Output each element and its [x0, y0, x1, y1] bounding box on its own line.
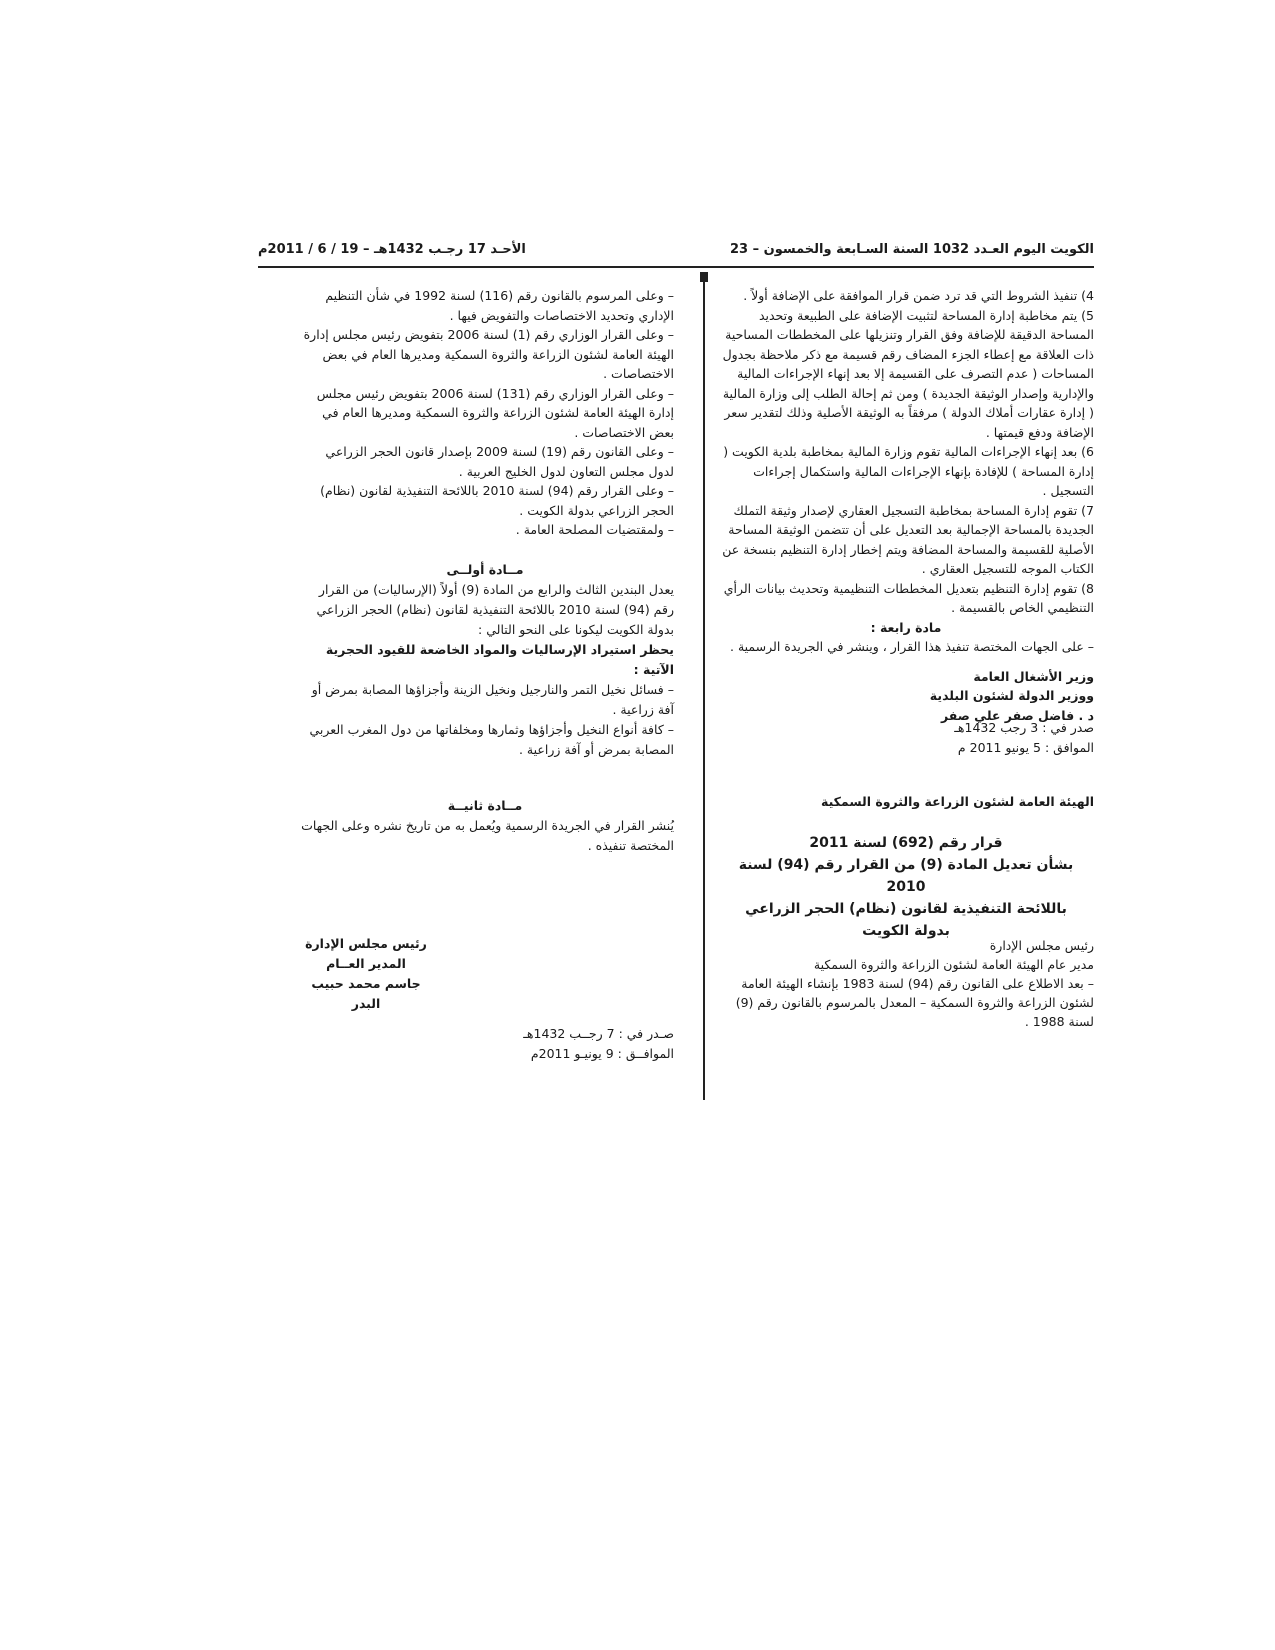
list-item: – وعلى القرار الوزاري رقم (1) لسنة 2006 بتفويض رئيس مجلس إدارة الهيئة العامة لشئون الزراعة والثروة السمكية ومديرها العام في بعض الاختصاصات .	[303, 327, 674, 381]
article-4-text: – على الجهات المختصة تنفيذ هذا القرار ، وينشر في الجريدة الرسمية .	[730, 639, 1094, 654]
signature-block	[296, 934, 436, 1014]
authority-heading	[718, 792, 1094, 812]
list-item: – وعلى القانون رقم (19) لسنة 2009 بإصدار قانون الحجر الزراعي لدول مجلس التعاون لدول الخليج العربية .	[325, 444, 674, 479]
minister-title-1: وزير الأشغال العامة	[973, 668, 1094, 684]
issued-date: صدر في : 3 رجب 1432هـ	[954, 720, 1094, 735]
decision-title-line: باللائحة التنفيذية لقانون (نظام) الحجر الزراعي	[745, 901, 1067, 917]
decision-title	[718, 832, 1094, 942]
decision-preamble	[718, 936, 1094, 1031]
article-1-title: مــادة أولــى	[446, 562, 524, 577]
decision-title-line: بشأن تعديل المادة (9) من القرار رقم (94) لسنة 2010	[738, 857, 1074, 895]
article-2	[296, 796, 674, 856]
corresponding-date: الموافق : 5 يونيو 2011 م	[957, 740, 1094, 755]
header-date: الأحـد 17 رجـب 1432هـ – 19 / 6 / 2011م	[258, 242, 526, 257]
right-column	[718, 286, 1094, 725]
list-item: 7) تقوم إدارة المساحة بمخاطبة التسجيل العقاري لإصدار وثيقة التملك الجديدة بالمساحة الإجمالية بعد التعديل على أن تتضمن الوثيقة المساحة الأصلية للقسيمة والمساحة المضافة ويتم إخطار إدارة التنظيم بنسخة عن الكتاب الموجه للتسجيل العقاري .	[722, 502, 1094, 576]
left-issue-date	[430, 1024, 674, 1064]
list-item: 8) تقوم إدارة التنظيم بتعديل المخططات التنظيمية وتحديث بيانات الرأي التنظيمي الخاص بالقسيمة .	[723, 580, 1094, 615]
list-item: – وعلى القرار رقم (94) لسنة 2010 باللائحة التنفيذية لقانون (نظام) الحجر الزراعي بدولة الكويت .	[320, 483, 674, 518]
right-issue-date	[850, 718, 1094, 758]
list-item: 6) بعد إنهاء الإجراءات المالية تقوم وزارة المالية بمخاطبة بلدية الكويت ( إدارة المساحة ) للإفادة بإنهاء الإجراءات المالية واستكمال إجراءات التسجيل .	[723, 444, 1094, 498]
left-column	[296, 286, 674, 540]
column-divider	[703, 272, 705, 1100]
list-item: – فسائل نخيل التمر والنارجيل ونخيل الزينة وأجزاؤها المصابة بمرض أو آفة زراعية .	[311, 682, 674, 717]
article-4-title: مادة رابعة :	[870, 619, 942, 635]
page-header	[258, 242, 1094, 262]
decision-title-line: بدولة الكويت	[862, 923, 950, 939]
list-item: 5) يتم مخاطبة إدارة المساحة لتثبيت الإضافة على الطبيعة وتحديد المساحة الدقيقة للإضافة وفق القرار وتنزيلها على المخططات المساحية ذات العلاقة مع إعطاء الجزء المضاف رقم قسيمة مع ذكر ملاحظة بجدول المساحات ( عدم التصرف على القسيمة إلا بعد إنهاء الإجراءات المالية والإدارية وإصدار الوثيقة الجديدة ) ومن ثم إحالة الطلب إلى وزارة المالية ( إدارة عقارات أملاك الدولة ) مرفقاً به الوثيقة الأصلية وذلك لتقدير سعر الإضافة ودفع قيمتها .	[722, 307, 1094, 440]
list-item: – وعلى المرسوم بالقانون رقم (116) لسنة 1992 في شأن التنظيم الإداري وتحديد الاختصاصات والتفويض فيها .	[325, 288, 674, 323]
article-2-text: يُنشر القرار في الجريدة الرسمية ويُعمل به من تاريخ نشره وعلى الجهات المختصة تنفيذه .	[301, 818, 674, 853]
header-issue: الكويت اليوم العـدد 1032 السنة السـابعة والخمسون – 23	[729, 242, 1094, 257]
minister-title-2: ووزير الدولة لشئون البلدية	[929, 688, 1094, 703]
article-2-title: مــادة ثانيــة	[447, 798, 523, 813]
list-item: 4) تنفيذ الشروط التي قد ترد ضمن قرار الموافقة على الإضافة أولاً .	[743, 288, 1094, 303]
corresponding-date: الموافــق : 9 يونيـو 2011م	[530, 1046, 674, 1061]
header-divider	[258, 266, 1094, 268]
list-item: – ولمقتضيات المصلحة العامة .	[515, 522, 674, 537]
signature-name: جاسم محمد حبيب البدر	[311, 976, 421, 1011]
article-1-text: يعدل البندين الثالث والرابع من المادة (9) أولاً (الإرساليات) من القرار رقم (94) لسنة 2010 باللائحة التنفيذية لقانون (نظام) الحجر الزراعي بدولة الكويت ليكونا على النحو التالي :	[316, 582, 674, 637]
authority-name: الهيئة العامة لشئون الزراعة والثروة السمكية	[820, 794, 1094, 809]
director-title: مدير عام الهيئة العامة لشئون الزراعة والثروة السمكية	[813, 957, 1094, 972]
list-item: – كافة أنواع النخيل وأجزاؤها وثمارها ومخلفاتها من دول المغرب العربي المصابة بمرض أو آفة زراعية .	[309, 722, 674, 757]
minister-name: د . فاضل صفر علي صفر	[940, 707, 1094, 723]
article-1-bold: يحظر استيراد الإرساليات والمواد الخاضعة للقيود الحجرية الآتية :	[325, 642, 674, 677]
signature-title-1: رئيس مجلس الإدارة	[305, 936, 427, 951]
signature-title-2: المدير العــام	[326, 956, 406, 971]
chair-title: رئيس مجلس الإدارة	[989, 938, 1094, 953]
issued-date: صـدر في : 7 رجــب 1432هـ	[523, 1026, 674, 1041]
decision-title-line: قرار رقم (692) لسنة 2011	[809, 835, 1003, 851]
preamble-text: – بعد الاطلاع على القانون رقم (94) لسنة 1983 بإنشاء الهيئة العامة لشئون الزراعة والثروة السمكية – المعدل بالمرسوم بالقانون رقم (9) لسنة 1988 .	[735, 976, 1094, 1029]
article-1	[296, 560, 674, 760]
list-item: – وعلى القرار الوزاري رقم (131) لسنة 2006 بتفويض رئيس مجلس إدارة الهيئة العامة لشئون الزراعة والثروة السمكية ومديرها العام في بعض الاختصاصات .	[316, 385, 674, 440]
